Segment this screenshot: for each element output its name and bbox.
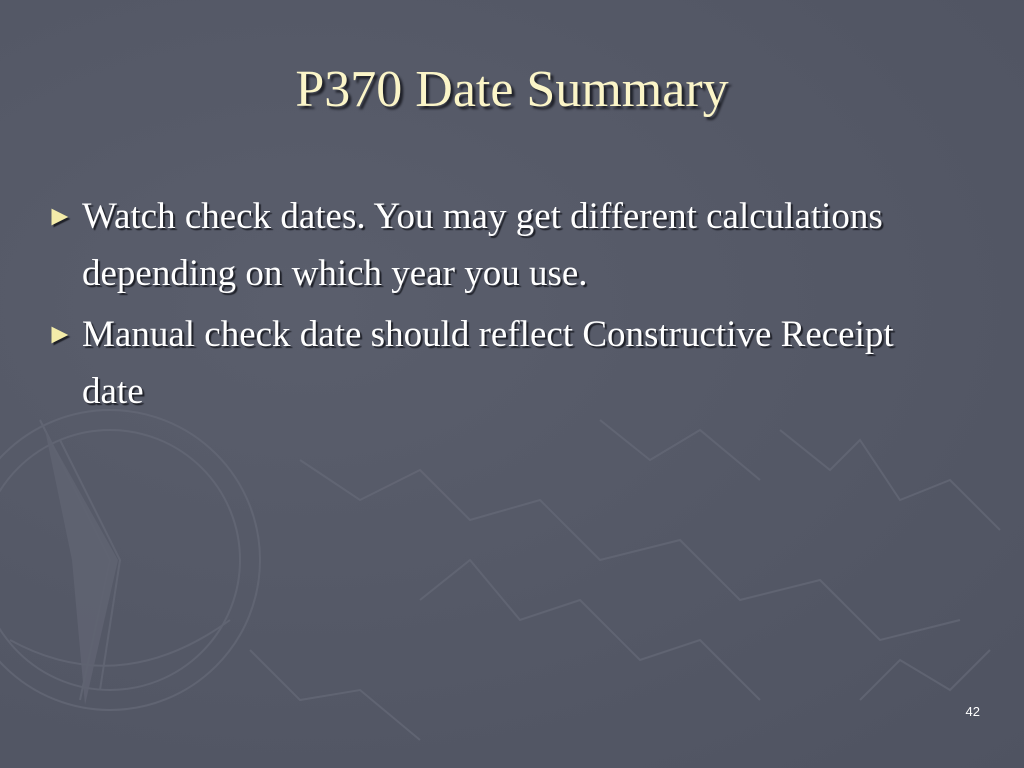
bullet-text: Watch check dates. You may get different calculations depending on which year you use. xyxy=(82,196,883,294)
bullet-list xyxy=(46,188,946,424)
bullet-item xyxy=(46,306,946,420)
slide-title: P370 Date Summary xyxy=(295,61,729,118)
bullet-text: Manual check date should reflect Constructive Receipt date xyxy=(82,314,894,412)
arrow-bullet-icon: ► xyxy=(46,201,74,232)
bullet-item xyxy=(46,188,946,302)
slide-number: 42 xyxy=(965,704,980,719)
arrow-bullet-icon: ► xyxy=(46,319,74,350)
